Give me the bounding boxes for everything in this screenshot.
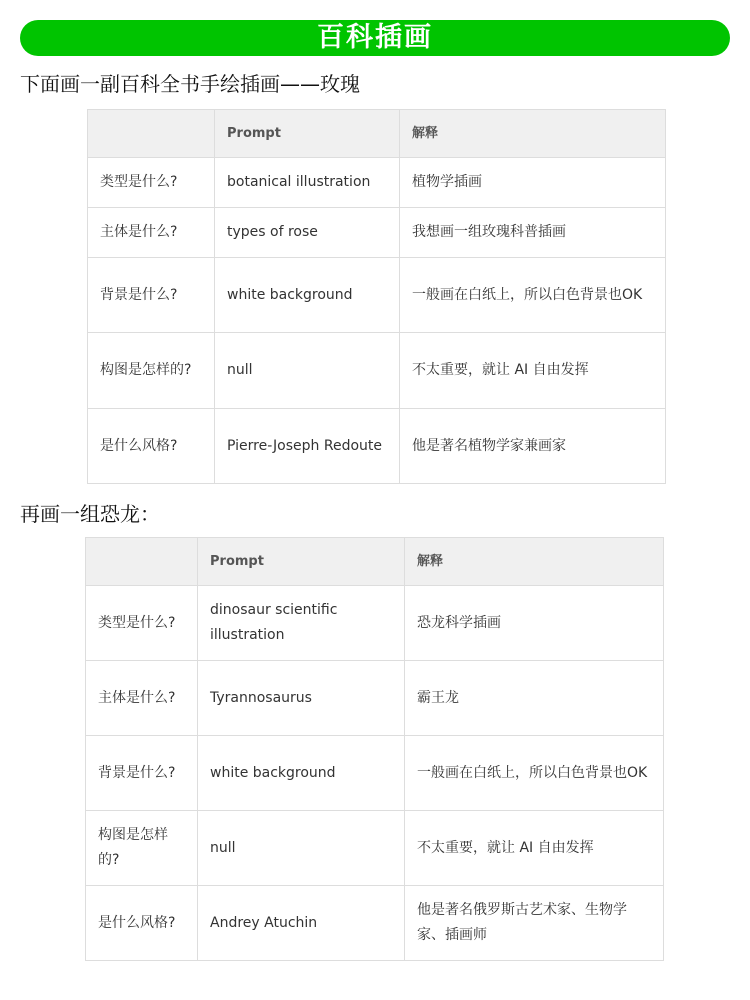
explanation-cell: 植物学插画 bbox=[400, 158, 666, 208]
section-heading-dinosaur: 再画一组恐龙： bbox=[20, 502, 160, 526]
table-row bbox=[86, 811, 664, 886]
table-row bbox=[88, 333, 666, 409]
question-cell: 背景是什么? bbox=[86, 736, 198, 811]
table-row bbox=[86, 586, 664, 661]
header-cell-explanation: 解释 bbox=[405, 538, 664, 586]
explanation-cell: 霸王龙 bbox=[405, 661, 664, 736]
dinosaur-prompt-table bbox=[85, 537, 664, 961]
table-row bbox=[86, 661, 664, 736]
page-title: 百科插画 bbox=[317, 22, 433, 53]
question-cell: 类型是什么? bbox=[88, 158, 215, 208]
question-cell: 构图是怎样的? bbox=[88, 333, 215, 409]
table-row bbox=[88, 409, 666, 484]
header-cell-prompt: Prompt bbox=[198, 538, 405, 586]
explanation-cell: 不太重要，就让 AI 自由发挥 bbox=[400, 333, 666, 409]
header-cell-prompt: Prompt bbox=[215, 110, 400, 158]
header-cell-empty bbox=[86, 538, 198, 586]
prompt-cell: types of rose bbox=[215, 208, 400, 258]
explanation-cell: 一般画在白纸上，所以白色背景也OK bbox=[400, 258, 666, 333]
prompt-cell: null bbox=[215, 333, 400, 409]
title-banner bbox=[20, 20, 730, 56]
section-heading-rose: 下面画一副百科全书手绘插画——玫瑰 bbox=[20, 72, 360, 96]
table-row bbox=[86, 736, 664, 811]
prompt-cell: Tyrannosaurus bbox=[198, 661, 405, 736]
prompt-cell: botanical illustration bbox=[215, 158, 400, 208]
question-cell: 背景是什么? bbox=[88, 258, 215, 333]
table-row bbox=[88, 208, 666, 258]
table-row bbox=[88, 258, 666, 333]
question-cell: 是什么风格? bbox=[88, 409, 215, 484]
prompt-cell: Pierre-Joseph Redoute bbox=[215, 409, 400, 484]
question-cell: 主体是什么? bbox=[88, 208, 215, 258]
question-cell: 类型是什么? bbox=[86, 586, 198, 661]
table-row bbox=[88, 158, 666, 208]
table-row bbox=[86, 886, 664, 961]
question-cell: 是什么风格? bbox=[86, 886, 198, 961]
table-header-row bbox=[88, 110, 666, 158]
prompt-cell: Andrey Atuchin bbox=[198, 886, 405, 961]
prompt-cell: dinosaur scientific illustration bbox=[198, 586, 405, 661]
table-header-row bbox=[86, 538, 664, 586]
explanation-cell: 我想画一组玫瑰科普插画 bbox=[400, 208, 666, 258]
header-cell-explanation: 解释 bbox=[400, 110, 666, 158]
explanation-cell: 不太重要，就让 AI 自由发挥 bbox=[405, 811, 664, 886]
prompt-cell: white background bbox=[198, 736, 405, 811]
header-cell-empty bbox=[88, 110, 215, 158]
prompt-cell: null bbox=[198, 811, 405, 886]
question-cell: 主体是什么? bbox=[86, 661, 198, 736]
question-cell: 构图是怎样的? bbox=[86, 811, 198, 886]
prompt-cell: white background bbox=[215, 258, 400, 333]
explanation-cell: 他是著名植物学家兼画家 bbox=[400, 409, 666, 484]
rose-prompt-table bbox=[87, 109, 666, 484]
explanation-cell: 他是著名俄罗斯古艺术家、生物学家、插画师 bbox=[405, 886, 664, 961]
explanation-cell: 一般画在白纸上，所以白色背景也OK bbox=[405, 736, 664, 811]
explanation-cell: 恐龙科学插画 bbox=[405, 586, 664, 661]
